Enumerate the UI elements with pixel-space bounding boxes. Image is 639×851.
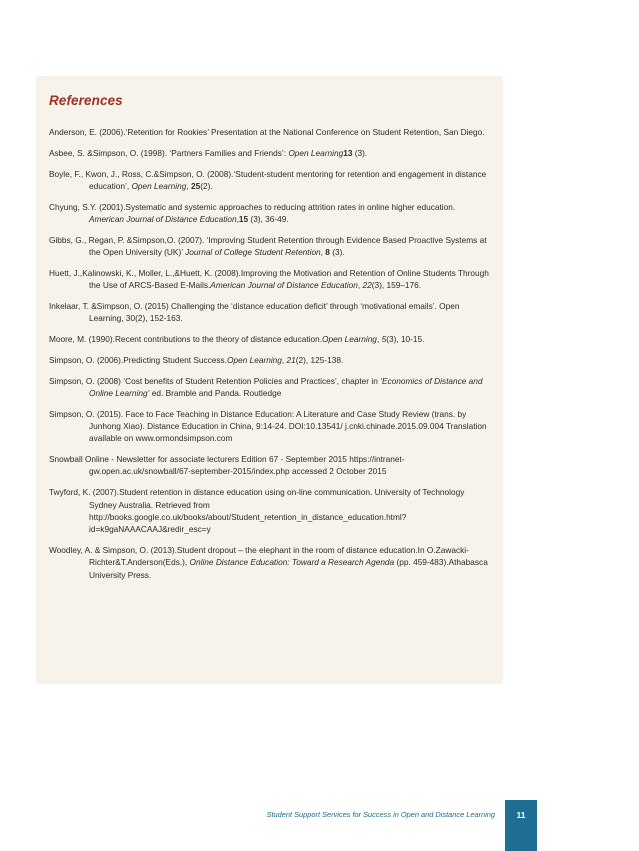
reference-text: 25 — [190, 180, 201, 191]
reference-text: Chyung, S.Y. (2001).Systematic and systemic approaches to reducing attrition rates in online higher education. — [49, 201, 456, 212]
reference-text: American Journal of Distance Education — [210, 280, 358, 291]
reference-entry — [49, 168, 491, 193]
reference-text: (pp. 459-483).Athabasca University Press. — [89, 557, 488, 580]
reference-text: (2). — [200, 180, 213, 191]
reference-entry — [49, 126, 491, 138]
reference-entry — [49, 333, 491, 345]
reference-text: 22 — [362, 280, 372, 291]
reference-text: Moore, M. (1990).Recent contributions to the theory of distance education. — [49, 334, 323, 345]
reference-text: (3). — [329, 247, 345, 258]
reference-text: (3). — [352, 147, 368, 158]
reference-entry — [49, 201, 491, 226]
reference-text: Simpson, O. (2008) ‘Cost benefits of Student Retention Policies and Practices’, chapter in — [49, 375, 381, 386]
page-number-tab — [505, 800, 537, 851]
reference-text: American Journal of Distance Education — [89, 213, 237, 224]
reference-text: 15 — [238, 213, 249, 224]
reference-text: (2), 125-138. — [295, 354, 344, 365]
reference-entry — [49, 375, 491, 400]
reference-text: , — [186, 180, 191, 191]
reference-text: Huett, J.,Kalinowski, K., Moller, L.,&Huett, K. (2008).Improving the Motivation and Retention of Online Students Through the Use of ARCS-Based E-Mails. — [49, 267, 489, 291]
reference-entry — [49, 486, 491, 535]
reference-text: Simpson, O. (2015). Face to Face Teaching in Distance Education: A Literature and Case Study Review (trans. by Junhong Xiao). Distance Education in China, 9:14-24. DOI:10.13541/ j.cnki.chinade.2015.09.004 Translation available on www.ormondsimpson.com — [49, 408, 487, 444]
reference-text: ed. Bramble and Panda. Routledge — [149, 387, 282, 398]
reference-text: 8 — [325, 247, 330, 258]
reference-entry — [49, 408, 491, 445]
reference-text: ‘Economics of Distance and Online Learning’ — [89, 375, 483, 398]
reference-entry — [49, 354, 491, 366]
reference-text: , — [281, 354, 287, 365]
reference-text: Open Learning — [288, 147, 344, 158]
reference-entry — [49, 267, 491, 292]
reference-text: Simpson, O. (2006).Predicting Student Success. — [49, 354, 228, 365]
reference-text: Asbee, S. &Simpson, O. (1998). ‘Partners Families and Friends’: — [49, 147, 289, 158]
reference-text: (3), 159–176. — [371, 280, 422, 291]
references-panel — [36, 76, 503, 684]
reference-text: Boyle, F., Kwon, J., Ross, C.&Simpson, O. (2008).‘Student-student mentoring for retention and engagement in distance education’, — [49, 168, 487, 191]
reference-entry — [49, 300, 491, 325]
references-list — [49, 126, 491, 581]
reference-text: Gibbs, G., Regan, P. &Simpson,O. (2007). ‘Improving Student Retention through Evidence Based Proactive Systems at the Open University (UK)’ — [49, 234, 487, 258]
reference-text: Snowball Online - Newsletter for associate lecturers Edition 67 - September 2015 https://intranet-gw.open.ac.uk/snowball/67-september-2015/index.php accessed 2 October 2015 — [49, 454, 405, 477]
reference-text: Anderson, E. (2006).‘Retention for Rookies’ Presentation at the National Conference on Student Retention, San Diego. — [49, 127, 485, 137]
reference-entry — [49, 544, 491, 581]
reference-text: Online Distance Education: Toward a Research Agenda — [189, 557, 395, 568]
reference-entry — [49, 453, 491, 478]
reference-text: (3), 10-15. — [386, 334, 425, 345]
reference-text: (3), 36-49. — [248, 213, 289, 224]
reference-text: 13 — [343, 147, 353, 158]
reference-text: , — [236, 213, 239, 224]
reference-text: 5 — [381, 334, 387, 345]
reference-text: , — [320, 247, 326, 258]
reference-text: Open Learning — [322, 334, 377, 345]
reference-text: Woodley, A. & Simpson, O. (2013).Student dropout – the elephant in the room of distance education.In O.Zawacki-Richter&T.Anderson(Eds.), — [49, 544, 469, 568]
reference-text: , — [376, 334, 382, 345]
running-footer-title: Student Support Services for Success in Open and Distance Learning — [266, 810, 495, 819]
reference-entry — [49, 234, 491, 259]
reference-text: Journal of College Student Retention — [185, 247, 321, 258]
reference-text: Inkelaar, T. &Simpson, O. (2015) Challenging the ‘distance education deficit’ through ‘motivational emails’. Open Learning, 30(2), 152-163. — [49, 300, 460, 324]
reference-text: Open Learning — [227, 354, 282, 365]
reference-entry — [49, 147, 491, 159]
reference-text: , — [357, 280, 363, 291]
reference-text: Twyford, K. (2007).Student retention in distance education using on-line communication. University of Technology Sydney Australia. Retrieved from http://books.google.co.uk/books/about/Student_retention_in_distance_education.html?id=k9gaNAAACAAJ&redir_esc=y — [49, 487, 465, 535]
reference-text: 21 — [286, 354, 296, 365]
reference-text: Open Learning — [131, 180, 187, 191]
page-number: 11 — [516, 810, 526, 820]
references-heading: References — [49, 93, 123, 108]
